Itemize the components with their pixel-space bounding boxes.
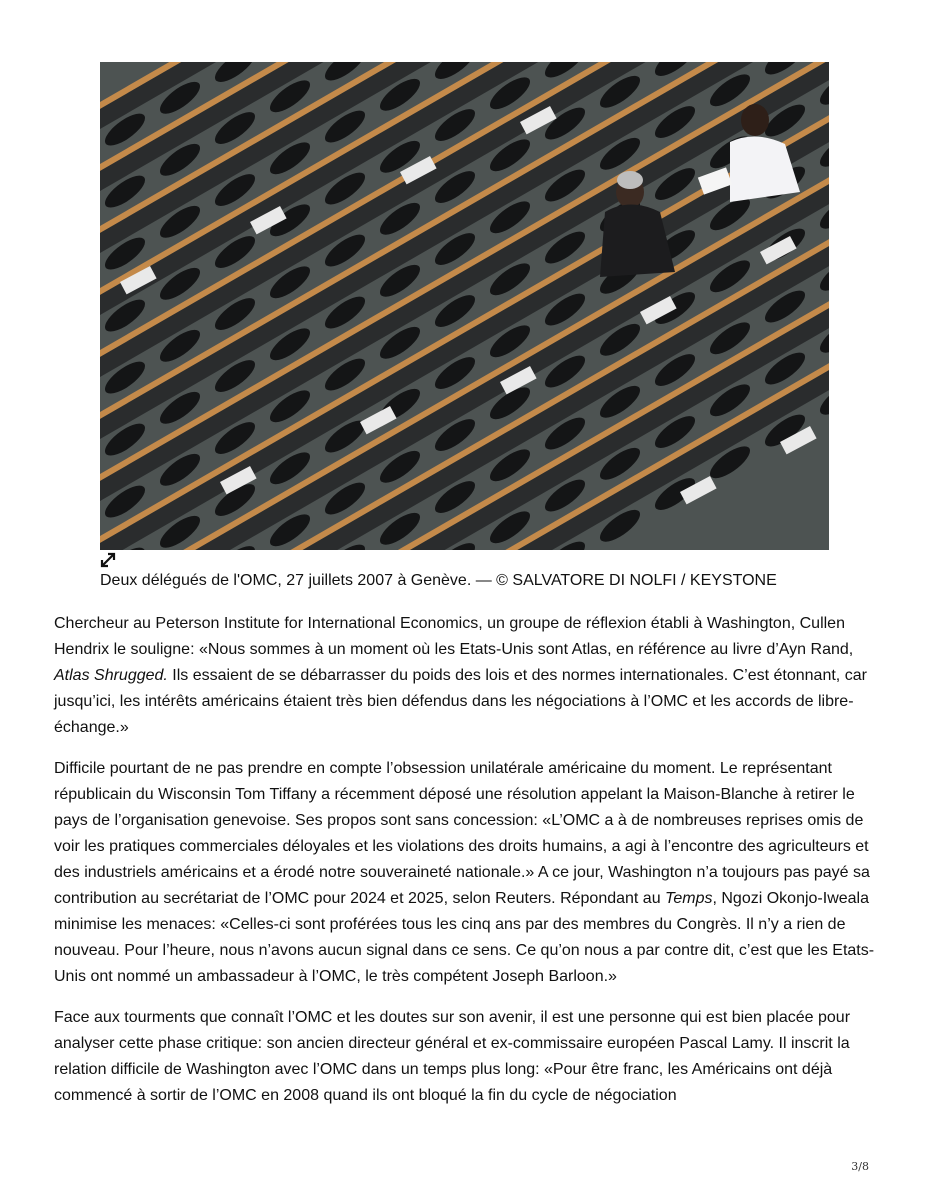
paragraph-1: Chercheur au Peterson Institute for International Economics, un groupe de réflexion établi à Washington, Cullen Hendrix le souligne: «Nous sommes à un moment où les Etats-Unis sont Atlas, en référence au livre d’Ayn Rand, Atlas Shrugged. Ils essaient de se débarrasser du poids des lois et des normes internationales. C’est étonnant, car jusqu’ici, les intérêts américains étaient très bien défendus dans les négociations à l’OMC et les accords de libre-échange.»: [54, 615, 867, 736]
page-number: 3/8: [851, 1160, 869, 1173]
photo-caption: Deux délégués de l'OMC, 27 juillets 2007 à Genève. — © SALVATORE DI NOLFI / KEYSTONE: [100, 572, 777, 589]
article-photo: [100, 62, 829, 550]
paragraph-3: Face aux tourments que connaît l’OMC et les doutes sur son avenir, il est une personne qui est bien placée pour analyser cette phase critique: son ancien directeur général et ex-commissaire européen Pascal Lamy. Il inscrit la relation difficile de Washington avec l’OMC dans un temps plus long: «Pour être franc, les Américains ont déjà commencé à sortir de l’OMC en 2008 quand ils ont bloqué la fin du cycle de négociation: [54, 1009, 851, 1104]
article-body: [54, 611, 880, 1124]
expand-arrows-icon[interactable]: [99, 551, 117, 569]
paragraph-2: Difficile pourtant de ne pas prendre en compte l’obsession unilatérale américaine du moment. Le représentant républicain du Wisconsin Tom Tiffany a récemment déposé une résolution appelant la Maison-Blanche à retirer le pays de l’organisation genevoise. Ses propos sont sans concession: «L’OMC a à de nombreuses reprises omis de voir les pratiques commerciales déloyales et les violations des droits humains, a agi à l’encontre des agriculteurs et des industriels américains et a érodé notre souveraineté nationale.» A ce jour, Washington n’a toujours pas payé sa contribution au secrétariat de l’OMC pour 2024 et 2025, selon Reuters. Répondant au Temps, Ngozi Okonjo-Iweala minimise les menaces: «Celles-ci sont proférées tous les cinq ans par des membres du Congrès. Il n’y a rien de nouveau. Pour l’heure, nous n’avons aucun signal dans ce sens. Ce qu’on nous a par contre dit, c’est que les Etats-Unis ont nommé un ambassadeur à l’OMC, le très compétent Joseph Barloon.»: [54, 760, 875, 985]
